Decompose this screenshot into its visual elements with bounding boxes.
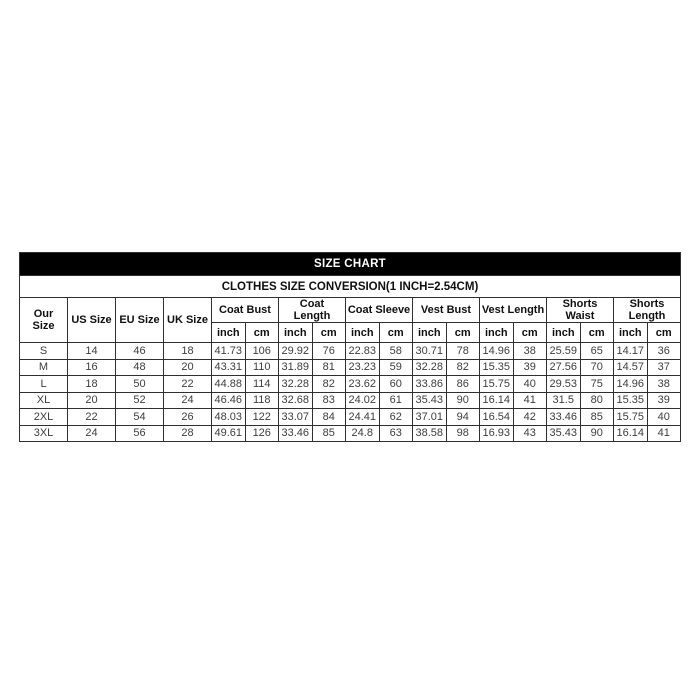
unit-header-coat-sleeve-inch: inch (346, 323, 380, 343)
cell-coat-length-inch: 33.46 (279, 425, 313, 442)
group-header-coat-sleeve: Coat Sleeve (346, 298, 413, 323)
cell-coat-sleeve-inch: 22.83 (346, 343, 380, 360)
cell-uk-size: 22 (164, 376, 212, 393)
cell-shorts-length-inch: 14.57 (614, 359, 648, 376)
column-group-header-row (20, 298, 681, 323)
cell-coat-length-cm: 81 (312, 359, 346, 376)
size-row-3xl (20, 425, 681, 442)
cell-uk-size: 18 (164, 343, 212, 360)
cell-our-size: L (20, 376, 68, 393)
cell-vest-length-inch: 16.14 (480, 392, 514, 409)
cell-vest-length-cm: 39 (513, 359, 547, 376)
unit-header-vest-bust-inch: inch (413, 323, 447, 343)
cell-shorts-length-cm: 41 (647, 425, 681, 442)
subtitle-row (20, 276, 681, 298)
unit-header-shorts-length-inch: inch (614, 323, 648, 343)
cell-us-size: 16 (68, 359, 116, 376)
column-header-uk-size: UK Size (164, 298, 212, 343)
unit-header-coat-sleeve-cm: cm (379, 323, 413, 343)
cell-coat-bust-cm: 114 (245, 376, 279, 393)
cell-uk-size: 28 (164, 425, 212, 442)
cell-shorts-waist-cm: 65 (580, 343, 614, 360)
cell-eu-size: 46 (116, 343, 164, 360)
unit-header-vest-length-cm: cm (513, 323, 547, 343)
cell-coat-sleeve-cm: 61 (379, 392, 413, 409)
size-row-2xl (20, 409, 681, 426)
cell-our-size: 3XL (20, 425, 68, 442)
group-header-shorts-waist: Shorts Waist (547, 298, 614, 323)
cell-coat-length-cm: 82 (312, 376, 346, 393)
cell-shorts-length-cm: 38 (647, 376, 681, 393)
group-header-coat-bust: Coat Bust (212, 298, 279, 323)
cell-vest-length-cm: 43 (513, 425, 547, 442)
size-row-l (20, 376, 681, 393)
cell-shorts-length-inch: 14.96 (614, 376, 648, 393)
title-row (20, 253, 681, 276)
cell-coat-bust-inch: 44.88 (212, 376, 246, 393)
cell-coat-length-cm: 83 (312, 392, 346, 409)
cell-coat-sleeve-cm: 63 (379, 425, 413, 442)
cell-our-size: 2XL (20, 409, 68, 426)
cell-vest-bust-cm: 94 (446, 409, 480, 426)
cell-coat-bust-cm: 122 (245, 409, 279, 426)
unit-header-shorts-length-cm: cm (647, 323, 681, 343)
cell-shorts-waist-inch: 27.56 (547, 359, 581, 376)
cell-eu-size: 54 (116, 409, 164, 426)
cell-vest-length-inch: 15.75 (480, 376, 514, 393)
cell-coat-bust-cm: 106 (245, 343, 279, 360)
cell-shorts-waist-cm: 80 (580, 392, 614, 409)
cell-shorts-waist-inch: 25.59 (547, 343, 581, 360)
group-header-coat-length: Coat Length (279, 298, 346, 323)
cell-coat-sleeve-inch: 24.02 (346, 392, 380, 409)
unit-header-coat-bust-inch: inch (212, 323, 246, 343)
cell-eu-size: 56 (116, 425, 164, 442)
cell-shorts-waist-inch: 35.43 (547, 425, 581, 442)
cell-our-size: XL (20, 392, 68, 409)
cell-coat-length-cm: 84 (312, 409, 346, 426)
cell-vest-length-cm: 40 (513, 376, 547, 393)
size-row-s (20, 343, 681, 360)
cell-coat-length-inch: 31.89 (279, 359, 313, 376)
cell-coat-sleeve-cm: 59 (379, 359, 413, 376)
unit-header-shorts-waist-cm: cm (580, 323, 614, 343)
cell-us-size: 18 (68, 376, 116, 393)
cell-coat-length-inch: 32.28 (279, 376, 313, 393)
cell-shorts-waist-cm: 70 (580, 359, 614, 376)
cell-vest-bust-cm: 82 (446, 359, 480, 376)
cell-vest-bust-inch: 37.01 (413, 409, 447, 426)
cell-vest-bust-cm: 86 (446, 376, 480, 393)
cell-vest-bust-inch: 38.58 (413, 425, 447, 442)
table-head (20, 253, 681, 343)
cell-coat-length-inch: 32.68 (279, 392, 313, 409)
cell-shorts-length-cm: 37 (647, 359, 681, 376)
group-header-vest-length: Vest Length (480, 298, 547, 323)
unit-header-shorts-waist-inch: inch (547, 323, 581, 343)
cell-coat-bust-inch: 41.73 (212, 343, 246, 360)
cell-vest-bust-cm: 78 (446, 343, 480, 360)
cell-coat-bust-inch: 46.46 (212, 392, 246, 409)
cell-vest-bust-inch: 32.28 (413, 359, 447, 376)
cell-coat-length-inch: 33.07 (279, 409, 313, 426)
cell-coat-bust-inch: 49.61 (212, 425, 246, 442)
size-row-m (20, 359, 681, 376)
cell-vest-bust-inch: 33.86 (413, 376, 447, 393)
cell-shorts-waist-cm: 75 (580, 376, 614, 393)
cell-uk-size: 20 (164, 359, 212, 376)
cell-us-size: 22 (68, 409, 116, 426)
cell-uk-size: 24 (164, 392, 212, 409)
cell-coat-sleeve-cm: 62 (379, 409, 413, 426)
cell-uk-size: 26 (164, 409, 212, 426)
cell-vest-bust-cm: 98 (446, 425, 480, 442)
cell-vest-length-inch: 15.35 (480, 359, 514, 376)
cell-eu-size: 52 (116, 392, 164, 409)
cell-coat-bust-inch: 48.03 (212, 409, 246, 426)
cell-vest-length-inch: 16.54 (480, 409, 514, 426)
cell-shorts-waist-inch: 29.53 (547, 376, 581, 393)
cell-shorts-length-inch: 14.17 (614, 343, 648, 360)
cell-vest-length-cm: 41 (513, 392, 547, 409)
cell-us-size: 24 (68, 425, 116, 442)
unit-header-coat-bust-cm: cm (245, 323, 279, 343)
cell-coat-sleeve-inch: 23.23 (346, 359, 380, 376)
cell-vest-length-inch: 16.93 (480, 425, 514, 442)
size-chart-title-bar: SIZE CHART (20, 253, 681, 276)
cell-shorts-waist-inch: 33.46 (547, 409, 581, 426)
cell-eu-size: 50 (116, 376, 164, 393)
unit-header-coat-length-inch: inch (279, 323, 313, 343)
cell-coat-bust-cm: 118 (245, 392, 279, 409)
cell-shorts-length-inch: 16.14 (614, 425, 648, 442)
size-chart-table (19, 252, 681, 442)
unit-header-vest-length-inch: inch (480, 323, 514, 343)
cell-coat-length-cm: 85 (312, 425, 346, 442)
cell-shorts-waist-inch: 31.5 (547, 392, 581, 409)
cell-vest-length-cm: 42 (513, 409, 547, 426)
cell-eu-size: 48 (116, 359, 164, 376)
cell-our-size: S (20, 343, 68, 360)
cell-vest-bust-cm: 90 (446, 392, 480, 409)
cell-shorts-length-cm: 39 (647, 392, 681, 409)
cell-coat-length-inch: 29.92 (279, 343, 313, 360)
cell-coat-sleeve-inch: 24.41 (346, 409, 380, 426)
cell-vest-bust-inch: 30.71 (413, 343, 447, 360)
cell-shorts-waist-cm: 90 (580, 425, 614, 442)
cell-shorts-waist-cm: 85 (580, 409, 614, 426)
cell-coat-sleeve-inch: 24.8 (346, 425, 380, 442)
cell-coat-bust-cm: 110 (245, 359, 279, 376)
cell-shorts-length-cm: 40 (647, 409, 681, 426)
size-chart-subtitle: CLOTHES SIZE CONVERSION(1 INCH=2.54CM) (20, 276, 681, 298)
group-header-shorts-length: Shorts Length (614, 298, 681, 323)
group-header-vest-bust: Vest Bust (413, 298, 480, 323)
column-header-our-size: Our Size (20, 298, 68, 343)
cell-coat-sleeve-cm: 58 (379, 343, 413, 360)
cell-our-size: M (20, 359, 68, 376)
cell-vest-bust-inch: 35.43 (413, 392, 447, 409)
cell-coat-length-cm: 76 (312, 343, 346, 360)
cell-coat-sleeve-cm: 60 (379, 376, 413, 393)
cell-shorts-length-cm: 36 (647, 343, 681, 360)
cell-us-size: 14 (68, 343, 116, 360)
cell-shorts-length-inch: 15.75 (614, 409, 648, 426)
size-row-xl (20, 392, 681, 409)
unit-header-vest-bust-cm: cm (446, 323, 480, 343)
cell-coat-sleeve-inch: 23.62 (346, 376, 380, 393)
cell-coat-bust-inch: 43.31 (212, 359, 246, 376)
unit-header-coat-length-cm: cm (312, 323, 346, 343)
cell-us-size: 20 (68, 392, 116, 409)
column-header-eu-size: EU Size (116, 298, 164, 343)
cell-vest-length-cm: 38 (513, 343, 547, 360)
table-body (20, 343, 681, 442)
cell-shorts-length-inch: 15.35 (614, 392, 648, 409)
column-header-us-size: US Size (68, 298, 116, 343)
cell-vest-length-inch: 14.96 (480, 343, 514, 360)
cell-coat-bust-cm: 126 (245, 425, 279, 442)
